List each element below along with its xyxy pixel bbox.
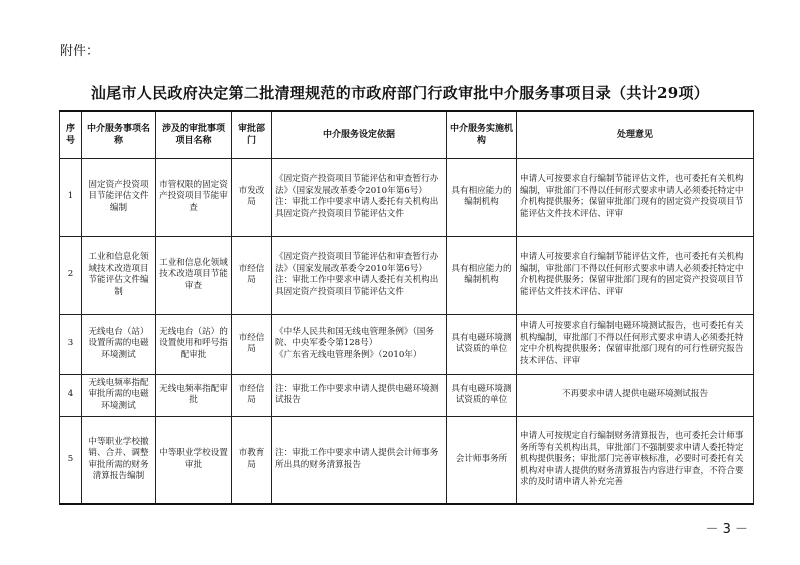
table-header-row bbox=[60, 111, 754, 158]
cell-agency: 会计师事务所 bbox=[447, 416, 517, 504]
cell-basis: 《中华人民共和国无线电管理条例》（国务院、中央军委令第128号） 《广东省无线电管理条例》（2010年） bbox=[272, 314, 447, 374]
cell-dept: 市教育局 bbox=[232, 416, 272, 504]
cell-seq: 1 bbox=[60, 158, 82, 236]
header-seq: 序号 bbox=[60, 111, 82, 158]
cell-seq: 4 bbox=[60, 374, 82, 416]
attachment-label: 附件： bbox=[60, 44, 100, 59]
page-number: － 3 － bbox=[705, 522, 748, 537]
cell-dept: 市发改局 bbox=[232, 158, 272, 236]
cell-approval: 无线电频率指配审批 bbox=[156, 374, 232, 416]
header-approval: 涉及的审批事项项目名称 bbox=[156, 111, 232, 158]
header-dept: 审批部门 bbox=[232, 111, 272, 158]
header-basis: 中介服务设定依据 bbox=[272, 111, 447, 158]
cell-name: 无线电台（站）设置所需的电磁环境测试 bbox=[82, 314, 156, 374]
cell-approval: 工业和信息化领域技术改造项目节能审查 bbox=[156, 236, 232, 314]
table-row bbox=[60, 416, 754, 504]
cell-dept: 市经信局 bbox=[232, 236, 272, 314]
cell-name: 中等职业学校撤销、合并、调整审批所需的财务清算报告编制 bbox=[82, 416, 156, 504]
cell-seq: 3 bbox=[60, 314, 82, 374]
cell-opinion: 申请人可按规定自行编制财务清算报告，也可委托会计师事务所等有关机构出具，审批部门不强制要求申请人委托特定机构提供服务；审批部门完善审核标准，必要时可委托有关机构对申请人提供的财务清算报告内容进行审查，不符合要求的及时请申请人补充完善 bbox=[517, 416, 754, 504]
cell-basis: 《固定资产投资项目节能评估和审查暂行办法》（国家发展改革委令2010年第6号） 注：审批工作中要求申请人委托有关机构出具固定资产投资项目节能评估文件 bbox=[272, 158, 447, 236]
page-title: 汕尾市人民政府决定第二批清理规范的市政府部门行政审批中介服务事项目录（共计29项） bbox=[90, 84, 710, 102]
cell-basis: 《固定资产投资项目节能评估和审查暂行办法》（国家发展改革委令2010年第6号） 注：审批工作中要求申请人委托有关机构出具固定资产投资项目节能评估文件 bbox=[272, 236, 447, 314]
table-row bbox=[60, 374, 754, 416]
table-row bbox=[60, 236, 754, 314]
header-agency: 中介服务实施机构 bbox=[447, 111, 517, 158]
cell-opinion: 申请人可按要求自行编制节能评估文件，也可委托有关机构编制，审批部门不得以任何形式要求申请人必须委托特定中介机构提供服务；保留审批部门现有的固定资产投资项目节能评估文件技术评估、评审 bbox=[517, 158, 754, 236]
cell-agency: 具有电磁环境测试资质的单位 bbox=[447, 314, 517, 374]
cell-approval: 中等职业学校设置审批 bbox=[156, 416, 232, 504]
cell-name: 工业和信息化领域技术改造项目节能评估文件编制 bbox=[82, 236, 156, 314]
header-opinion: 处理意见 bbox=[517, 111, 754, 158]
cell-opinion: 申请人可按要求自行编制节能评估文件，也可委托有关机构编制，审批部门不得以任何形式要求申请人必须委托特定中介机构提供服务；保留审批部门现有的固定资产投资项目节能评估文件技术评估、评审 bbox=[517, 236, 754, 314]
cell-dept: 市经信局 bbox=[232, 374, 272, 416]
cell-agency: 具有电磁环境测试资质的单位 bbox=[447, 374, 517, 416]
cell-dept: 市经信局 bbox=[232, 314, 272, 374]
cell-approval: 市管权限的固定资产投资项目节能审查 bbox=[156, 158, 232, 236]
cell-basis: 注：审批工作中要求申请人提供会计师事务所出具的财务清算报告 bbox=[272, 416, 447, 504]
cell-approval: 无线电台（站）的设置使用和呼号指配审批 bbox=[156, 314, 232, 374]
cell-basis: 注：审批工作中要求申请人提供电磁环境测试报告 bbox=[272, 374, 447, 416]
cell-name: 无线电频率指配审批所需的电磁环境测试 bbox=[82, 374, 156, 416]
cell-seq: 5 bbox=[60, 416, 82, 504]
cell-opinion: 不再要求申请人提供电磁环境测试报告 bbox=[517, 374, 754, 416]
cell-agency: 具有相应能力的编制机构 bbox=[447, 236, 517, 314]
cell-seq: 2 bbox=[60, 236, 82, 314]
cell-agency: 具有相应能力的编制机构 bbox=[447, 158, 517, 236]
header-name: 中介服务事项名称 bbox=[82, 111, 156, 158]
directory-table bbox=[59, 110, 754, 505]
cell-name: 固定资产投资项目节能评估文件编制 bbox=[82, 158, 156, 236]
cell-opinion: 申请人可按要求自行编制电磁环境测试报告，也可委托有关机构编制，审批部门不得以任何形式要求申请人必须委托特定中介机构提供服务；保留审批部门现有的可行性研究报告技术评估、评审 bbox=[517, 314, 754, 374]
table-row bbox=[60, 314, 754, 374]
table-row bbox=[60, 158, 754, 236]
